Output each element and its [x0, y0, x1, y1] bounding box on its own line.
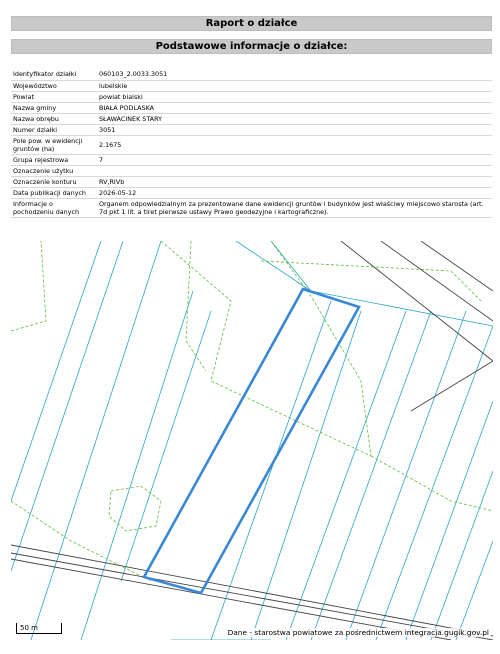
row-label: Data publikacji danych: [11, 187, 97, 198]
table-row: [11, 187, 492, 198]
row-label: Identyfikator działki: [11, 69, 97, 80]
table-row: [11, 69, 492, 80]
selected-parcel[interactable]: [144, 289, 359, 593]
row-label: Grupa rejestrowa: [11, 154, 97, 165]
table-row: [11, 124, 492, 135]
table-row: [11, 113, 492, 124]
map-credit: Dane - starostwa powiatowe za pośrednictwem integracja.gugik.gov.pl: [227, 628, 489, 637]
table-row: [11, 91, 492, 102]
table-row: [11, 154, 492, 165]
row-label: Oznaczenie użytku: [11, 165, 97, 176]
row-value: 7: [97, 154, 492, 165]
row-value: BIAŁA PODLASKA: [97, 102, 492, 113]
row-value: 3051: [97, 124, 492, 135]
table-row: [11, 165, 492, 176]
table-row: [11, 135, 492, 154]
row-label: Nazwa gminy: [11, 102, 97, 113]
table-row: [11, 80, 492, 91]
row-label: Informacje o pochodzeniu danych: [11, 198, 97, 217]
row-value: 2.1675: [97, 135, 492, 154]
parcel-lines: [11, 241, 493, 640]
row-value: RV,RIVb: [97, 176, 492, 187]
road-lines: [11, 241, 493, 640]
row-label: Oznaczenie konturu: [11, 176, 97, 187]
row-value: powiat bialski: [97, 91, 492, 102]
row-label: Pole pow. w ewidencji gruntów (ha): [11, 135, 97, 154]
row-label: Numer działki: [11, 124, 97, 135]
section-title: Podstawowe informacje o działce:: [11, 39, 492, 54]
scale-label: 50 m: [20, 624, 38, 632]
table-row: [11, 176, 492, 187]
row-label: Województwo: [11, 80, 97, 91]
row-label: Powiat: [11, 91, 97, 102]
row-value: [97, 165, 492, 176]
row-value: SŁAWACINEK STARY: [97, 113, 492, 124]
map-canvas: [11, 241, 493, 640]
report-title: Raport o działce: [11, 16, 492, 31]
row-value: Organem odpowiedzialnym za prezentowane dane ewidencji gruntów i budynków jest właściwy miejscowo starosta (art. 7d pkt 1 lit. a tiret pierwsze ustawy Prawo geodezyjne i kartograficzne).: [97, 198, 492, 217]
table-row: [11, 102, 492, 113]
row-value: 060103_2.0033.3051: [97, 69, 492, 80]
parcel-info-table: [11, 69, 492, 218]
row-value: 2026-05-12: [97, 187, 492, 198]
row-value: lubelskie: [97, 80, 492, 91]
row-label: Nazwa obrębu: [11, 113, 97, 124]
table-row: [11, 198, 492, 217]
parcel-map[interactable]: [11, 241, 493, 640]
